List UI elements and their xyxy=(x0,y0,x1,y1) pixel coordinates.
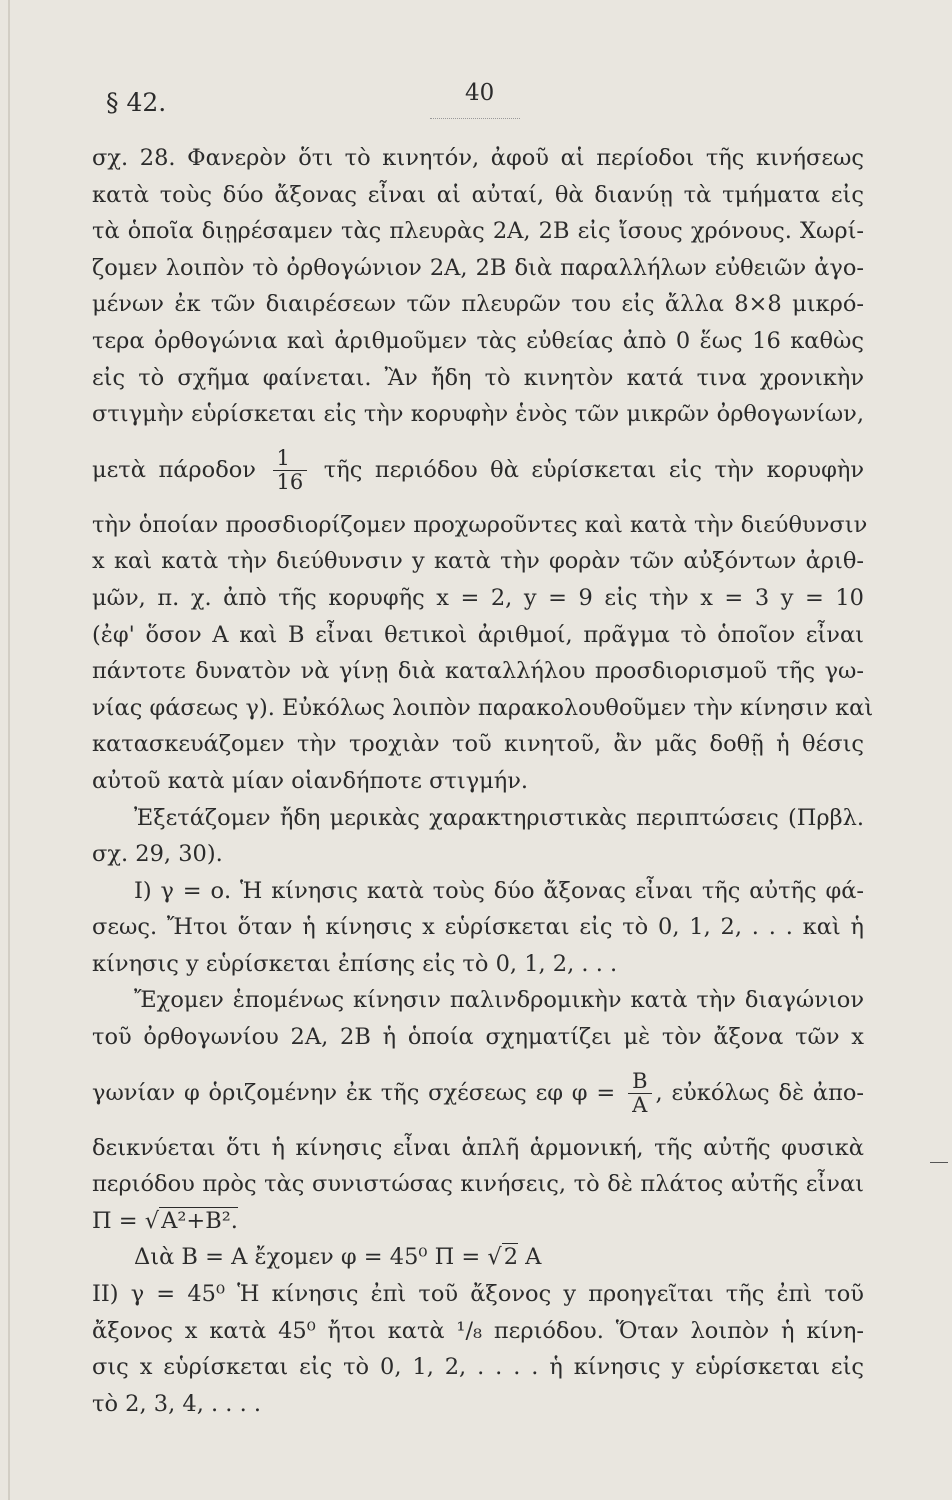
fraction-numerator: 1 xyxy=(273,447,308,471)
page-number: 40 xyxy=(465,80,495,106)
text-line: μῶν, π. χ. ἀπὸ τῆς κορυφῆς x = 2, y = 9 εἰς τὴν x = 3 y = 10 xyxy=(92,584,864,611)
fraction xyxy=(273,447,308,494)
text-line: κίνησις y εὑρίσκεται ἐπίσης εἰς τὸ 0, 1, 2, . . . xyxy=(92,950,618,977)
text-line: περιόδου πρὸς τὰς συνιστώσας κινήσεις, τὸ δὲ πλάτος αὐτῆς εἶναι xyxy=(92,1171,864,1198)
text-line: δεικνύεται ὅτι ἡ κίνησις εἶναι ἁπλῆ ἁρμονική, τῆς αὐτῆς φυσικὰ xyxy=(92,1134,864,1161)
body-text xyxy=(92,140,874,1422)
text-line: τὸ 2, 3, 4, . . . . xyxy=(92,1390,262,1417)
text-segment: μετὰ πάροδον xyxy=(92,456,256,483)
text-line: τὰ ὁποῖα διῃρέσαμεν τὰς πλευρὰς 2Α, 2Β εἰς ἴσους χρόνους. Χωρί- xyxy=(92,218,864,245)
text-line: σχ. 29, 30). xyxy=(92,841,223,868)
text-line: ἄξονος x κατὰ 45⁰ ἤτοι κατὰ ¹/₈ περιόδου. Ὅταν λοιπὸν ἡ κίνη- xyxy=(92,1317,864,1344)
text-line-with-fraction xyxy=(92,1056,864,1130)
text-line: κατασκευάζομεν τὴν τροχιὰν τοῦ κινητοῦ, ἂν μᾶς δοθῇ ἡ θέσις xyxy=(92,731,864,758)
text-line: σχ. 28. Φανερὸν ὅτι τὸ κινητόν, ἀφοῦ αἱ περίοδοι τῆς κινήσεως xyxy=(92,145,864,171)
text-line-with-fraction xyxy=(92,433,864,507)
fraction-denominator: 16 xyxy=(276,470,304,495)
formula-line xyxy=(92,1203,864,1240)
fraction-numerator: Β xyxy=(628,1070,651,1094)
text-line: τερα ὀρθογώνια καὶ ἀριθμοῦμεν τὰς εὐθείας ἀπὸ 0 ἕως 16 καθὼς xyxy=(92,327,864,354)
text-line: τοῦ ὀρθογωνίου 2Α, 2Β ἡ ὁποία σχηματίζει μὲ τὸν ἄξονα τῶν x xyxy=(92,1024,864,1051)
text-line: (ἐφ' ὅσον Α καὶ Β εἶναι θετικοὶ ἀριθμοί, πρᾶγμα τὸ ὁποῖον εἶναι xyxy=(92,621,864,648)
margin-dash xyxy=(930,1162,948,1163)
text-segment: τῆς περιόδου θὰ εὑρίσκεται εἰς τὴν κορυφὴν xyxy=(323,456,865,483)
text-line: νίας φάσεως γ). Εὐκόλως λοιπὸν παρακολουθοῦμεν τὴν κίνησιν καὶ xyxy=(92,694,874,721)
radicand: Α²+Β². xyxy=(161,1207,238,1234)
formula-text: Διὰ Β = Α ἔχομεν φ = 45⁰ Π = √ xyxy=(134,1244,502,1271)
text-line: εἰς τὸ σχῆμα φαίνεται. Ἂν ἤδη τὸ κινητὸν κατά τινα χρονικὴν xyxy=(92,364,864,391)
fraction xyxy=(628,1070,651,1117)
text-line: μένων ἐκ τῶν διαιρέσεων τῶν πλευρῶν του εἰς ἄλλα 8×8 μικρό- xyxy=(92,291,864,318)
formula-lhs: Π = √ xyxy=(92,1207,160,1234)
fraction-denominator: Α xyxy=(632,1093,648,1118)
text-line: στιγμὴν εὑρίσκεται εἰς τὴν κορυφὴν ἑνὸς τῶν μικρῶν ὀρθογωνίων, xyxy=(92,401,864,428)
text-line: σεως. Ἤτοι ὅταν ἡ κίνησις x εὑρίσκεται εἰς τὸ 0, 1, 2, . . . καὶ ἡ xyxy=(92,914,864,941)
text-line: ζομεν λοιπὸν τὸ ὀρθογώνιον 2Α, 2Β διὰ παραλλήλων εὐθειῶν ἀγο- xyxy=(92,254,864,281)
text-line: Ἔχομεν ἑπομένως κίνησιν παλινδρομικὴν κατὰ τὴν διαγώνιον xyxy=(134,987,864,1014)
text-line: ΙΙ) γ = 45⁰ Ἡ κίνησις ἐπὶ τοῦ ἄξονος y προηγεῖται τῆς ἐπὶ τοῦ xyxy=(92,1281,864,1308)
text-line: Ἐξετάζομεν ἤδη μερικὰς χαρακτηριστικὰς περιπτώσεις (Πρβλ. xyxy=(134,804,864,831)
text-line: σις x εὑρίσκεται εἰς τὸ 0, 1, 2, . . . . ἡ κίνησις y εὑρίσκεται εἰς xyxy=(92,1354,864,1381)
text-line: Ι) γ = ο. Ἡ κίνησις κατὰ τοὺς δύο ἄξονας εἶναι τῆς αὐτῆς φά- xyxy=(134,877,864,904)
text-line: κατὰ τοὺς δύο ἄξονας εἶναι αἱ αὐταί, θὰ διανύῃ τὰ τμήματα εἰς xyxy=(92,181,864,208)
text-segment: γωνίαν φ ὁριζομένην ἐκ τῆς σχέσεως εφ φ = xyxy=(92,1079,616,1106)
radicand: 2 xyxy=(503,1244,519,1271)
text-line: πάντοτε δυνατὸν νὰ γίνῃ διὰ καταλλήλου προσδιορισμοῦ τῆς γω- xyxy=(92,658,864,685)
page-number-rule xyxy=(430,118,520,119)
formula-tail: Α xyxy=(518,1244,542,1271)
section-marker: § 42. xyxy=(106,88,167,117)
formula-line xyxy=(92,1239,864,1276)
text-line: τὴν ὁποίαν προσδιορίζομεν προχωροῦντες καὶ κατὰ τὴν διεύθυνσιν xyxy=(92,511,868,538)
binding-edge xyxy=(8,0,10,1500)
text-line: x καὶ κατὰ τὴν διεύθυνσιν y κατὰ τὴν φορὰν τῶν αὐξόντων ἀριθ- xyxy=(92,548,864,575)
text-segment: , εὐκόλως δὲ ἀπο- xyxy=(655,1079,865,1106)
text-line: αὐτοῦ κατὰ μίαν οἱανδήποτε στιγμήν. xyxy=(92,767,529,794)
